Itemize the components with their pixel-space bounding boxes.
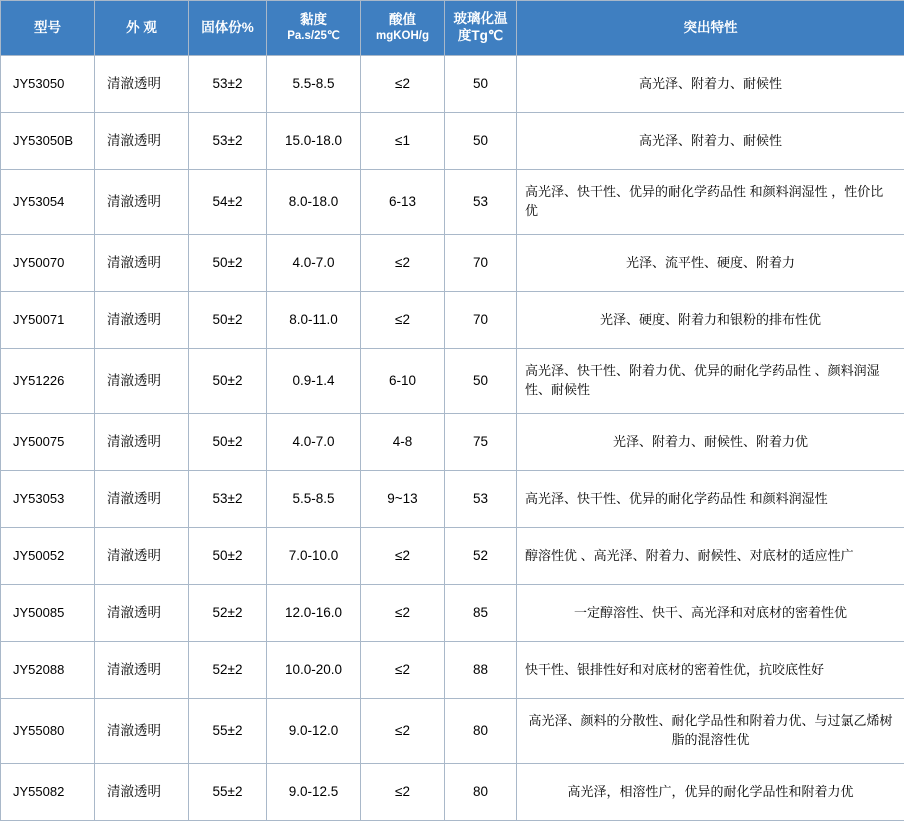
table-row: [1, 528, 904, 585]
table-header: [1, 1, 904, 56]
cell-features: 高光泽、附着力、耐候性: [517, 113, 904, 170]
column-header-viscosity: [267, 1, 361, 56]
cell-appearance: 清澈透明: [95, 414, 189, 471]
cell-glass-transition: 53: [445, 471, 517, 528]
cell-solid-content: 50±2: [189, 528, 267, 585]
cell-features: 光泽、流平性、硬度、附着力: [517, 235, 904, 292]
cell-appearance: 清澈透明: [95, 56, 189, 113]
cell-viscosity: 5.5-8.5: [267, 471, 361, 528]
column-header-appearance-label: 外 观: [126, 20, 157, 35]
cell-solid-content: 53±2: [189, 471, 267, 528]
column-header-features-label: 突出特性: [684, 20, 738, 35]
table-row: [1, 292, 904, 349]
cell-glass-transition: 85: [445, 585, 517, 642]
cell-features: 高光泽、快干性、优异的耐化学药品性 和颜料润湿性 ，性价比优: [517, 170, 904, 235]
cell-acid-value: ≤2: [361, 235, 445, 292]
cell-glass-transition: 50: [445, 56, 517, 113]
cell-features: 高光泽、附着力、耐候性: [517, 56, 904, 113]
table-row: [1, 170, 904, 235]
cell-glass-transition: 53: [445, 170, 517, 235]
cell-features: 一定醇溶性、快干、高光泽和对底材的密着性优: [517, 585, 904, 642]
cell-solid-content: 52±2: [189, 585, 267, 642]
cell-viscosity: 9.0-12.5: [267, 764, 361, 821]
cell-glass-transition: 70: [445, 292, 517, 349]
cell-acid-value: ≤2: [361, 56, 445, 113]
cell-model: JY50085: [1, 585, 95, 642]
cell-glass-transition: 70: [445, 235, 517, 292]
cell-solid-content: 53±2: [189, 56, 267, 113]
cell-solid-content: 50±2: [189, 349, 267, 414]
cell-features: 醇溶性优 、高光泽、附着力、耐候性、对底材的适应性广: [517, 528, 904, 585]
column-header-acid-value-label: 酸值: [389, 12, 416, 27]
cell-appearance: 清澈透明: [95, 699, 189, 764]
cell-solid-content: 55±2: [189, 764, 267, 821]
cell-model: JY53054: [1, 170, 95, 235]
cell-glass-transition: 50: [445, 349, 517, 414]
cell-acid-value: 6-13: [361, 170, 445, 235]
cell-viscosity: 9.0-12.0: [267, 699, 361, 764]
column-header-glass-transition-label: 玻璃化温度Tg℃: [454, 11, 508, 43]
cell-model: JY55082: [1, 764, 95, 821]
table-row: [1, 585, 904, 642]
cell-appearance: 清澈透明: [95, 585, 189, 642]
cell-appearance: 清澈透明: [95, 528, 189, 585]
cell-solid-content: 55±2: [189, 699, 267, 764]
cell-features: 高光泽，相溶性广，优异的耐化学品性和附着力优: [517, 764, 904, 821]
cell-solid-content: 53±2: [189, 113, 267, 170]
cell-acid-value: ≤2: [361, 764, 445, 821]
cell-solid-content: 50±2: [189, 292, 267, 349]
cell-solid-content: 52±2: [189, 642, 267, 699]
cell-acid-value: ≤2: [361, 292, 445, 349]
table-row: [1, 349, 904, 414]
table-row: [1, 471, 904, 528]
cell-model: JY51226: [1, 349, 95, 414]
cell-viscosity: 8.0-18.0: [267, 170, 361, 235]
column-header-appearance: [95, 1, 189, 56]
column-header-viscosity-label: 黏度: [300, 12, 327, 27]
cell-features: 光泽、硬度、附着力和银粉的排布性优: [517, 292, 904, 349]
cell-model: JY50071: [1, 292, 95, 349]
cell-solid-content: 50±2: [189, 414, 267, 471]
cell-viscosity: 15.0-18.0: [267, 113, 361, 170]
table-row: [1, 56, 904, 113]
cell-appearance: 清澈透明: [95, 113, 189, 170]
cell-appearance: 清澈透明: [95, 349, 189, 414]
cell-appearance: 清澈透明: [95, 292, 189, 349]
column-header-model-label: 型号: [34, 20, 61, 35]
cell-appearance: 清澈透明: [95, 235, 189, 292]
column-header-model: [1, 1, 95, 56]
cell-features: 高光泽、颜料的分散性、耐化学品性和附着力优、与过氯乙烯树脂的混溶性优: [517, 699, 904, 764]
column-header-glass-transition: [445, 1, 517, 56]
cell-viscosity: 5.5-8.5: [267, 56, 361, 113]
cell-model: JY50070: [1, 235, 95, 292]
column-header-solid-content-label: 固体份%: [201, 20, 254, 35]
cell-acid-value: ≤1: [361, 113, 445, 170]
cell-glass-transition: 52: [445, 528, 517, 585]
cell-acid-value: ≤2: [361, 699, 445, 764]
cell-viscosity: 0.9-1.4: [267, 349, 361, 414]
cell-features: 高光泽、快干性、优异的耐化学药品性 和颜料润湿性: [517, 471, 904, 528]
table-row: [1, 699, 904, 764]
cell-glass-transition: 50: [445, 113, 517, 170]
cell-acid-value: 6-10: [361, 349, 445, 414]
cell-glass-transition: 80: [445, 699, 517, 764]
table-header-row: [1, 1, 904, 56]
cell-features: 光泽、附着力、耐候性、附着力优: [517, 414, 904, 471]
cell-acid-value: ≤2: [361, 642, 445, 699]
cell-glass-transition: 80: [445, 764, 517, 821]
cell-model: JY50052: [1, 528, 95, 585]
column-header-acid-value-unit: mgKOH/g: [363, 29, 442, 44]
table-row: [1, 113, 904, 170]
cell-viscosity: 8.0-11.0: [267, 292, 361, 349]
cell-features: 快干性、银排性好和对底材的密着性优，抗咬底性好: [517, 642, 904, 699]
cell-glass-transition: 75: [445, 414, 517, 471]
cell-solid-content: 50±2: [189, 235, 267, 292]
column-header-viscosity-unit: Pa.s/25℃: [269, 29, 358, 44]
cell-appearance: 清澈透明: [95, 642, 189, 699]
cell-acid-value: 4-8: [361, 414, 445, 471]
table-row: [1, 414, 904, 471]
cell-glass-transition: 88: [445, 642, 517, 699]
cell-acid-value: ≤2: [361, 528, 445, 585]
cell-appearance: 清澈透明: [95, 170, 189, 235]
cell-acid-value: ≤2: [361, 585, 445, 642]
cell-solid-content: 54±2: [189, 170, 267, 235]
cell-viscosity: 12.0-16.0: [267, 585, 361, 642]
cell-acid-value: 9~13: [361, 471, 445, 528]
column-header-features: [517, 1, 904, 56]
table-row: [1, 642, 904, 699]
table-row: [1, 235, 904, 292]
cell-appearance: 清澈透明: [95, 764, 189, 821]
cell-model: JY53053: [1, 471, 95, 528]
table-row: [1, 764, 904, 821]
cell-viscosity: 4.0-7.0: [267, 414, 361, 471]
cell-appearance: 清澈透明: [95, 471, 189, 528]
cell-model: JY50075: [1, 414, 95, 471]
cell-model: JY52088: [1, 642, 95, 699]
column-header-solid-content: [189, 1, 267, 56]
cell-viscosity: 7.0-10.0: [267, 528, 361, 585]
column-header-acid-value: [361, 1, 445, 56]
cell-model: JY53050: [1, 56, 95, 113]
cell-model: JY55080: [1, 699, 95, 764]
table-body: [1, 56, 904, 821]
cell-model: JY53050B: [1, 113, 95, 170]
cell-features: 高光泽、快干性、附着力优、优异的耐化学药品性 、颜料润湿性、耐候性: [517, 349, 904, 414]
cell-viscosity: 4.0-7.0: [267, 235, 361, 292]
cell-viscosity: 10.0-20.0: [267, 642, 361, 699]
